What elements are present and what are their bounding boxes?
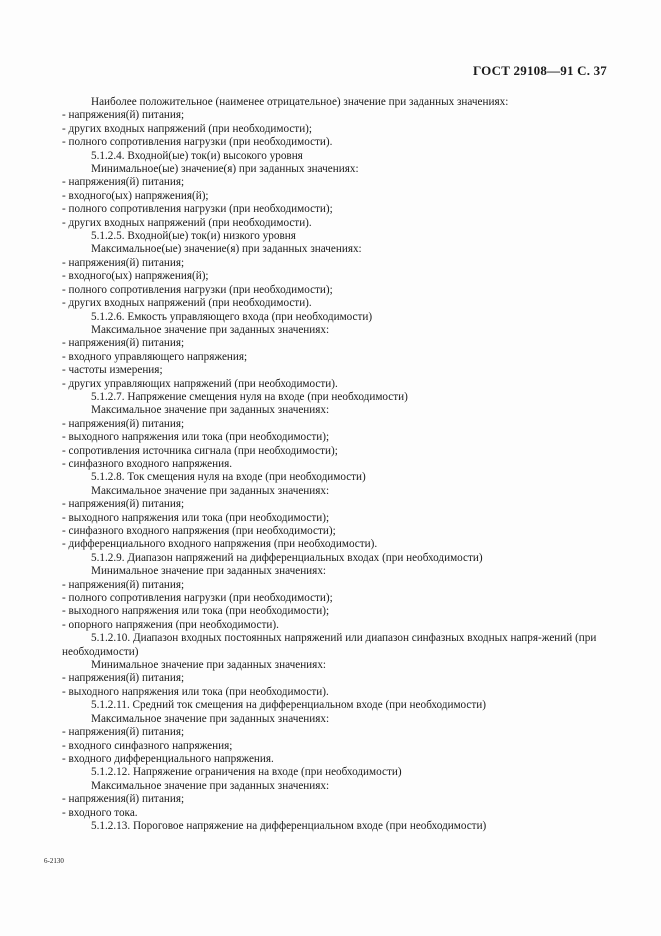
paragraph-line: 5.1.2.5. Входной(ые) ток(и) низкого уровня [91,230,296,243]
list-item: - входного дифференциального напряжения. [62,752,274,765]
list-item: - частоты измерения; [62,364,163,377]
list-item: - входного синфазного напряжения; [62,739,233,752]
paragraph-line: Минимальное(ые) значение(я) при заданных значениях: [91,163,359,176]
list-item: - полного сопротивления нагрузки (при необходимости); [62,203,333,216]
list-item: - выходного напряжения или тока (при необходимости); [62,431,330,444]
paragraph-line: Максимальное(ые) значение(я) при заданных значениях: [91,243,362,256]
list-item: - напряжения(й) питания; [62,498,185,511]
paragraph-line: Минимальное значение при заданных значениях: [91,565,327,578]
paragraph-line: 5.1.2.10. Диапазон входных постоянных напряжений или диапазон синфазных входных напря-жений (при необходимости) [62,632,597,658]
list-item: - напряжения(й) питания; [62,793,185,806]
paragraph-line: 5.1.2.8. Ток смещения нуля на входе (при необходимости) [91,471,366,484]
paragraph-line: 5.1.2.12. Напряжение ограничения на входе (при необходимости) [91,766,402,779]
paragraph-line: 5.1.2.6. Емкость управляющего входа (при необходимости) [91,310,373,323]
list-item: - других входных напряжений (при необходимости). [62,216,312,229]
list-item: - напряжения(й) питания; [62,176,185,189]
list-item: - полного сопротивления нагрузки (при необходимости); [62,592,333,605]
list-item: - напряжения(й) питания; [62,578,185,591]
paragraph-line: Максимальное значение при заданных значениях: [91,484,330,497]
list-item: - напряжения(й) питания; [62,417,185,430]
page-footer-code: 6-2130 [44,857,64,865]
list-item: - входного(ых) напряжения(й); [62,270,209,283]
list-item: - напряжения(й) питания; [62,256,185,269]
list-item: - других управляющих напряжений (при необходимости). [62,377,338,390]
paragraph-line: Максимальное значение при заданных значениях: [91,404,330,417]
list-item: - напряжения(й) питания; [62,726,185,739]
paragraph-line: Максимальное значение при заданных значениях: [91,779,330,792]
list-item: - входного управляющего напряжения; [62,350,248,363]
paragraph-line: Минимальное значение при заданных значениях: [91,659,327,672]
list-item: - сопротивления источника сигнала (при необходимости); [62,444,338,457]
list-item: - других входных напряжений (при необходимости); [62,122,313,135]
list-item: - дифференциального входного напряжения (при необходимости). [62,538,378,551]
paragraph-line: Наиболее положительное (наименее отрицательное) значение при заданных значениях: [91,96,509,108]
paragraph-line: 5.1.2.9. Диапазон напряжений на дифференциальных входах (при необходимости) [91,551,483,564]
paragraph-line: Максимальное значение при заданных значениях: [91,712,330,725]
paragraph-line: 5.1.2.13. Пороговое напряжение на дифференциальном входе (при необходимости) [91,819,487,832]
list-item: - входного тока. [62,806,138,819]
page-header: ГОСТ 29108—91 С. 37 [473,63,607,78]
list-item: - напряжения(й) питания; [62,337,185,350]
list-item: - синфазного входного напряжения (при необходимости); [62,525,336,537]
list-item: - входного(ых) напряжения(й); [62,189,209,202]
paragraph-line: 5.1.2.7. Напряжение смещения нуля на входе (при необходимости) [91,390,408,403]
document-body [62,96,614,833]
paragraph-line: 5.1.2.11. Средний ток смещения на дифференциальном входе (при необходимости) [91,699,486,712]
list-item: - напряжения(й) питания; [62,109,185,122]
list-item: - полного сопротивления нагрузки (при необходимости). [62,136,333,149]
list-item: - выходного напряжения или тока (при необходимости); [62,605,330,618]
list-item: - других входных напряжений (при необходимости). [62,297,312,310]
list-item: - выходного напряжения или тока (при необходимости). [62,685,329,698]
list-item: - напряжения(й) питания; [62,672,185,685]
paragraph-line: Максимальное значение при заданных значениях: [91,323,330,336]
list-item: - полного сопротивления нагрузки (при необходимости); [62,283,333,296]
list-item: - синфазного входного напряжения. [62,457,233,470]
list-item: - выходного напряжения или тока (при необходимости); [62,511,330,524]
paragraph-line: 5.1.2.4. Входной(ые) ток(и) высокого уровня [91,149,303,162]
list-item: - опорного напряжения (при необходимости). [62,618,279,631]
